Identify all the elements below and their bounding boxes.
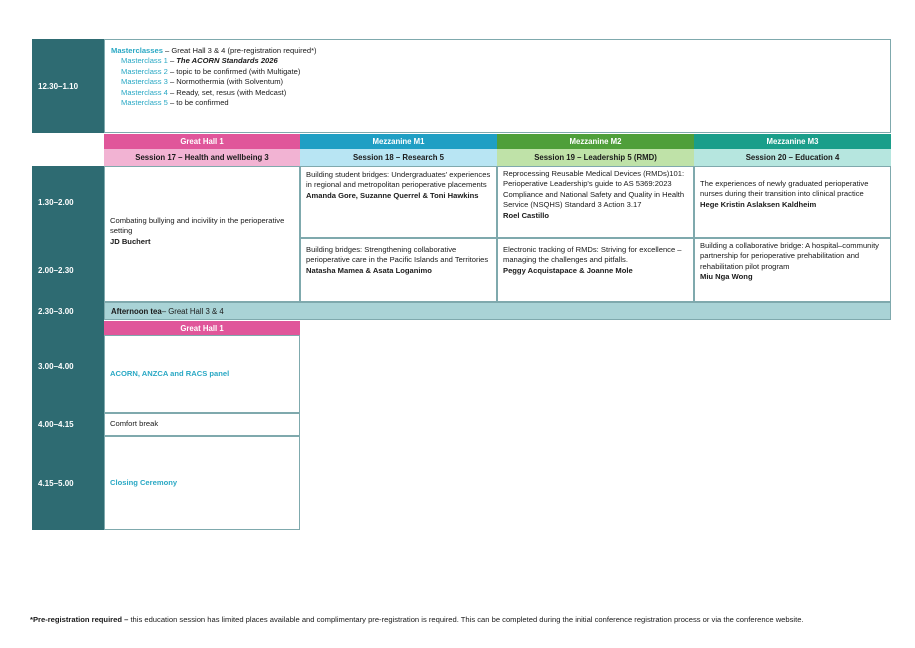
- time-cell: 4.00–4.15: [32, 413, 104, 436]
- masterclass-label: Masterclass 3: [121, 77, 168, 87]
- comfort-break: [104, 413, 300, 436]
- presentation-title: Reprocessing Reusable Medical Devices (RMDs)101: Perioperative Leadership's guide to AS 5369:2023 Compliance and National Safety and Quality in Health Service (NSQHS) Standard 3 Action 3.17: [503, 169, 685, 210]
- presentation-authors: Amanda Gore, Suzanne Querrel & Toni Hawkins: [306, 190, 479, 200]
- masterclass-block: [104, 39, 891, 133]
- masterclass-title-rest: – Great Hall 3 & 4 (pre-registration required*): [162, 46, 317, 55]
- masterclass-sep: –: [167, 66, 177, 76]
- presentation-title: Building bridges: Strengthening collaborative perioperative care in the Pacific Islands and Territories: [306, 245, 489, 265]
- closing-ceremony: [104, 436, 300, 530]
- panel-session: [104, 335, 300, 413]
- masterclass-label: Masterclass 5: [121, 98, 168, 108]
- venue-mezzanine-m3: Mezzanine M3: [694, 134, 891, 149]
- tea-location: – Great Hall 3 & 4: [161, 306, 224, 316]
- venue-mezzanine-m2: Mezzanine M2: [497, 134, 694, 149]
- footnote-text: this education session has limited places available and complimentary pre-registration is required. This can be completed during the initial conference registration process or via the conference website.: [128, 615, 804, 624]
- masterclass-title: Masterclasses: [111, 46, 163, 55]
- masterclass-sep: –: [167, 56, 177, 66]
- afternoon-tea-bar: [104, 302, 891, 320]
- venue-mezzanine-m1: Mezzanine M1: [300, 134, 497, 149]
- presentation-authors: Hege Kristin Aslaksen Kaldheim: [700, 199, 817, 209]
- m1-slot2-presentation: [300, 238, 497, 302]
- session-19: Session 19 – Leadership 5 (RMD): [497, 149, 694, 166]
- masterclass-text: to be confirmed: [176, 98, 229, 108]
- m3-slot1-presentation: [694, 166, 891, 238]
- masterclass-text: The ACORN Standards 2026: [176, 56, 278, 66]
- presentation-authors: JD Buchert: [110, 236, 151, 246]
- footnote-label: *Pre-registration required –: [30, 615, 129, 624]
- session-18: Session 18 – Research 5: [300, 149, 497, 166]
- time-cell: 12.30–1.10: [32, 39, 104, 133]
- presentation-title: Building student bridges: Undergraduates' experiences in regional and metropolitan perioperative placements: [306, 170, 491, 190]
- time-cell: 1.30–2.00: [32, 166, 104, 238]
- time-cell: 4.15–5.00: [32, 436, 104, 530]
- presentation-authors: Natasha Mamea & Asata Loganimo: [306, 265, 432, 275]
- session-20: Session 20 – Education 4: [694, 149, 891, 166]
- masterclass-label: Masterclass 4: [121, 87, 168, 97]
- session-17: Session 17 – Health and wellbeing 3: [104, 149, 300, 166]
- time-cell: 2.30–3.00: [32, 302, 104, 320]
- venue-great-hall: Great Hall 1: [104, 134, 300, 149]
- masterclass-text: Ready, set, resus (with Medcast): [176, 87, 287, 97]
- presentation-authors: Roel Castillo: [503, 210, 549, 220]
- panel-title: ACORN, ANZCA and RACS panel: [110, 368, 230, 378]
- m2-slot1-presentation: [497, 166, 694, 238]
- presentation-title: Combating bullying and incivility in the perioperative setting: [110, 216, 285, 236]
- masterclass-text: topic to be confirmed (with Multigate): [176, 66, 301, 76]
- masterclass-label: Masterclass 1: [121, 56, 168, 66]
- masterclass-sep: –: [167, 98, 177, 108]
- masterclass-sep: –: [167, 77, 177, 87]
- presentation-authors: Peggy Acquistapace & Joanne Mole: [503, 265, 633, 275]
- masterclass-sep: –: [167, 87, 177, 97]
- tea-label: Afternoon tea: [111, 306, 162, 316]
- presentation-authors: Miu Nga Wong: [700, 272, 753, 282]
- great-hall-presentation: [104, 166, 300, 302]
- m1-slot1-presentation: [300, 166, 497, 238]
- m3-slot2-presentation: [694, 238, 891, 302]
- closing-ceremony-title: Closing Ceremony: [110, 477, 178, 487]
- time-cell: 3.00–4.00: [32, 320, 104, 413]
- time-cell: 2.00–2.30: [32, 238, 104, 302]
- presentation-title: Building a collaborative bridge: A hospital–community partnership for perioperative prehabilitation and rehabilitation pilot program: [700, 241, 879, 271]
- presentation-title: The experiences of newly graduated perioperative nurses during their transition into clinical practice: [700, 179, 869, 199]
- venue-great-hall-2: Great Hall 1: [104, 321, 300, 335]
- comfort-break-label: Comfort break: [110, 419, 159, 429]
- masterclass-text: Normothermia (with Solventum): [176, 77, 284, 87]
- m2-slot2-presentation: [497, 238, 694, 302]
- presentation-title: Electronic tracking of RMDs: Striving for excellence – managing the challenges and pitfalls.: [503, 245, 682, 265]
- footnote: [30, 614, 892, 625]
- masterclass-label: Masterclass 2: [121, 66, 168, 76]
